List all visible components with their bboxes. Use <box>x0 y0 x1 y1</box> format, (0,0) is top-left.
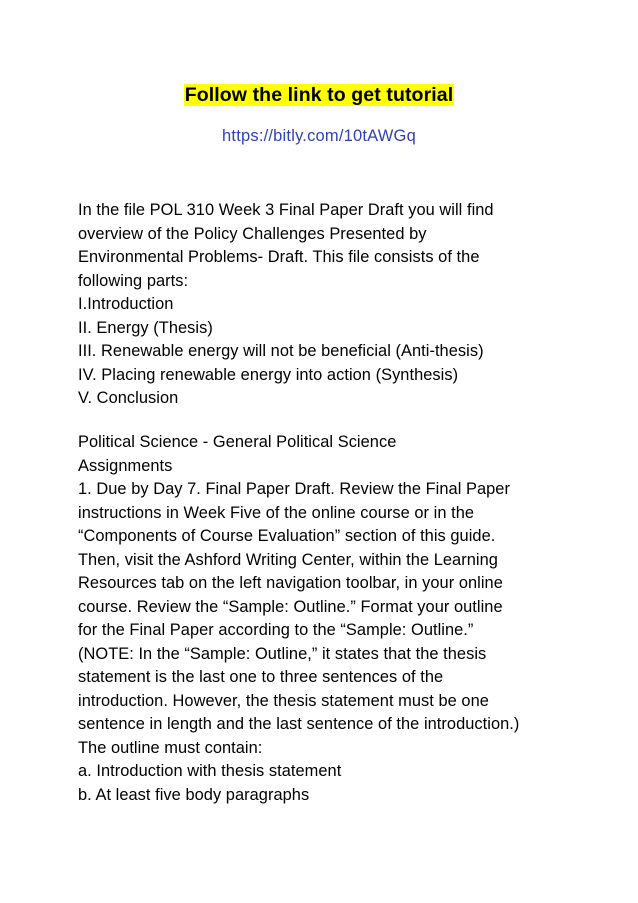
outline-item: I.Introduction <box>78 295 174 313</box>
assignment-line: instructions in Week Five of the online course or in the <box>78 503 475 522</box>
outline-item: II. Energy (Thesis) <box>78 318 213 337</box>
assignment-line: The outline must contain: <box>78 738 263 757</box>
assignment-line: for the Final Paper according to the “Sample: Outline.” <box>78 621 474 639</box>
assignment-line: statement is the last one to three sentences of the <box>78 668 444 686</box>
assignment-line: introduction. However, the thesis statement must be one <box>78 691 489 710</box>
assignment-line: Resources tab on the left navigation toolbar, in your online <box>78 574 503 592</box>
outline-item: III. Renewable energy will not be beneficial (Anti-thesis) <box>78 342 484 360</box>
assignment-line: (NOTE: In the “Sample: Outline,” it states that the thesis <box>78 644 487 663</box>
assignment-line: Then, visit the Ashford Writing Center, within the Learning <box>78 550 498 569</box>
assignment-line: 1. Due by Day 7. Final Paper Draft. Review the Final Paper <box>78 480 510 498</box>
intro-line: following parts: <box>78 271 189 290</box>
assignment-line: course. Review the “Sample: Outline.” Format your outline <box>78 597 503 616</box>
intro-line: In the file POL 310 Week 3 Final Paper Draft you will find <box>78 201 494 219</box>
assignment-line: Political Science - General Political Science <box>78 433 397 451</box>
tutorial-link[interactable]: https://bitly.com/10tAWGq <box>222 127 416 145</box>
assignment-paragraph <box>78 431 578 807</box>
outline-requirement: b. At least five body paragraphs <box>78 785 310 804</box>
heading-title: Follow the link to get tutorial <box>184 84 454 106</box>
outline-item: IV. Placing renewable energy into action (Synthesis) <box>78 365 459 384</box>
intro-line: overview of the Policy Challenges Presented by <box>78 224 427 243</box>
assignment-line: Assignments <box>78 456 173 475</box>
outline-requirement: a. Introduction with thesis statement <box>78 762 342 780</box>
intro-paragraph <box>78 199 578 411</box>
assignment-line: “Components of Course Evaluation” section of this guide. <box>78 527 496 545</box>
intro-line: Environmental Problems- Draft. This file consists of the <box>78 248 480 266</box>
heading <box>0 82 638 108</box>
assignment-line: sentence in length and the last sentence of the introduction.) <box>78 715 520 733</box>
outline-item: V. Conclusion <box>78 389 179 407</box>
